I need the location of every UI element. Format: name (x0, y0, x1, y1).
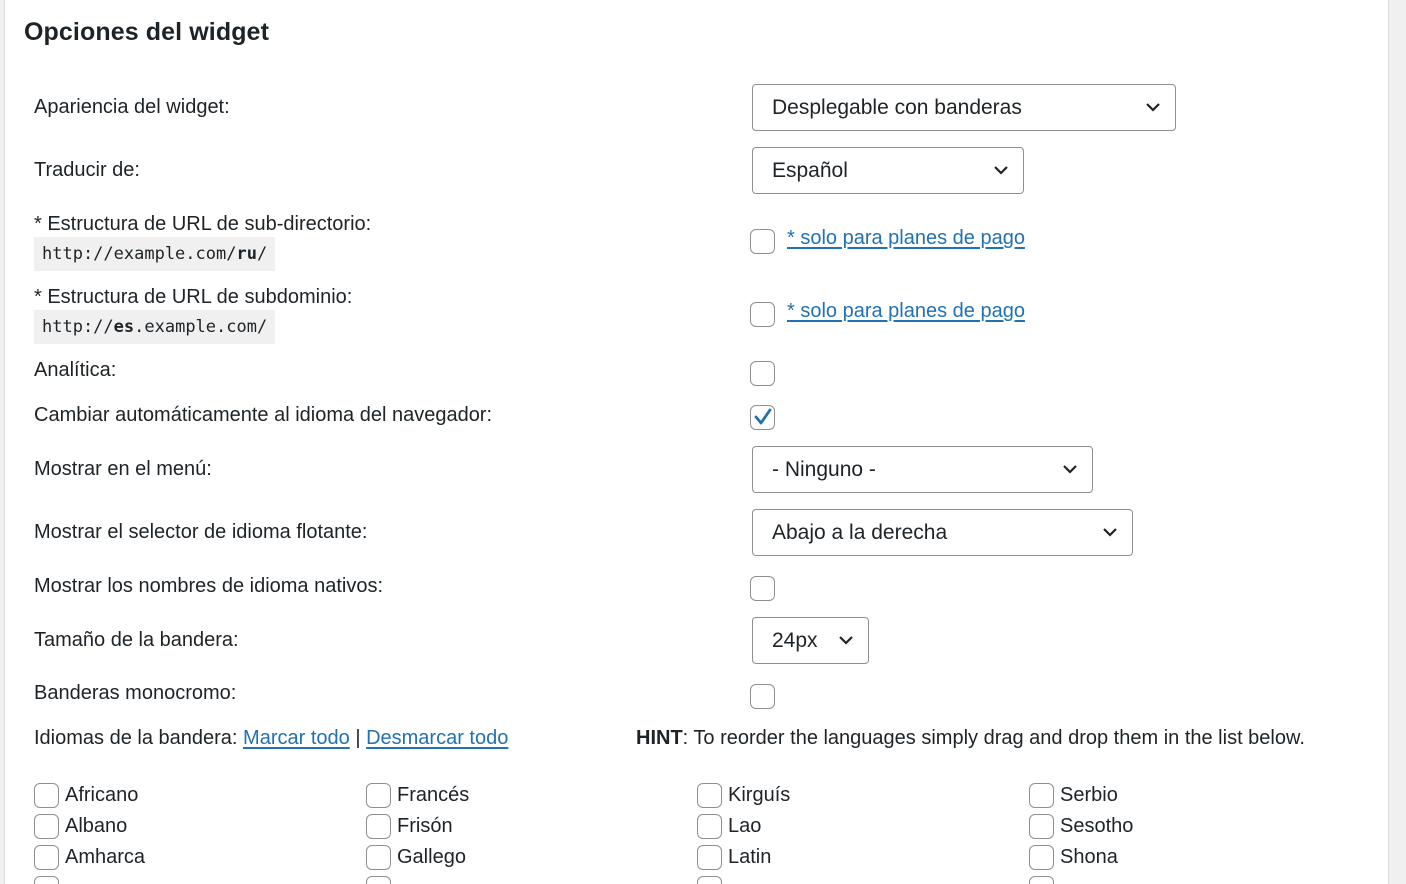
subdomain-checkbox[interactable] (750, 302, 775, 327)
language-checkbox[interactable] (1029, 845, 1054, 870)
link-separator: | (355, 727, 361, 749)
appearance-label: Apariencia del widget: (34, 96, 230, 118)
language-checkbox[interactable] (34, 845, 59, 870)
monochrome-label: Banderas monocromo: (34, 682, 237, 704)
language-checkbox[interactable] (366, 876, 391, 884)
flag-size-value: 24px (772, 629, 818, 652)
floating-label: Mostrar el selector de idioma flotante: (34, 521, 368, 543)
language-checkbox[interactable] (34, 814, 59, 839)
chevron-down-icon (1062, 463, 1078, 475)
section-title: Opciones del widget (24, 18, 269, 46)
menu-value: - Ninguno - (772, 458, 876, 481)
paid-plans-link[interactable]: * solo para planes de pago (787, 227, 1025, 249)
subdir-label: * Estructura de URL de sub-directorio: (34, 213, 372, 235)
uncheck-all-link[interactable]: Desmarcar todo (366, 727, 509, 749)
auto-switch-label: Cambiar automáticamente al idioma del navegador: (34, 404, 493, 426)
language-checkbox[interactable] (697, 814, 722, 839)
reorder-hint: HINT: To reorder the languages simply drag and drop them in the list below. (636, 727, 1305, 749)
language-checkbox[interactable] (1029, 783, 1054, 808)
auto-switch-checkbox[interactable] (750, 405, 775, 430)
flag-languages-row (34, 727, 508, 750)
language-checkbox[interactable] (366, 783, 391, 808)
flag-size-label: Tamaño de la bandera: (34, 629, 239, 651)
chevron-down-icon (838, 634, 854, 646)
checkmark-icon (753, 407, 773, 427)
menu-label: Mostrar en el menú: (34, 458, 212, 480)
menu-select[interactable] (752, 446, 1093, 493)
subdomain-label: * Estructura de URL de subdominio: (34, 286, 353, 308)
appearance-select[interactable] (752, 84, 1176, 131)
translate-from-label: Traducir de: (34, 159, 140, 181)
analytics-checkbox[interactable] (750, 361, 775, 386)
analytics-label: Analítica: (34, 359, 117, 381)
translate-from-value: Español (772, 159, 848, 182)
flag-languages-label: Idiomas de la bandera: (34, 727, 238, 749)
language-checkbox[interactable] (697, 783, 722, 808)
language-checkbox[interactable] (34, 876, 59, 884)
floating-select[interactable] (752, 509, 1133, 556)
subdir-example-code: http://example.com/ru/ (34, 237, 275, 271)
language-checkbox[interactable] (366, 814, 391, 839)
widget-options-panel: Opciones del widget Apariencia del widget: Desplegable con banderas Traducir de: Español * Estructura de URL de sub-directorio: http://example.com/ru/ * solo para planes de pago * Estructura de URL de subdominio: http://es.example.com/ * solo para planes de pago Analítica: Cambiar automáticamente al idioma del navegador: Mostrar en el menú: - Ninguno - Mostrar el selector de idioma flotante: Abajo a la derecha Mostrar los nombres de idioma nativos: Tamaño de la bandera: 24px Banderas monocromo: Idiomas de la bandera: Marcar todo | Desmarcar todo HINT: To reorder the languages simply drag and drop them in the list below. Africano Albano Amharca Francés Frisón Gallego Kirguís Lao Latin Serbio Sesotho Shona (4, 0, 1389, 884)
chevron-down-icon (1102, 526, 1118, 538)
monochrome-checkbox[interactable] (750, 684, 775, 709)
native-names-checkbox[interactable] (750, 576, 775, 601)
floating-value: Abajo a la derecha (772, 521, 948, 544)
language-checkbox[interactable] (1029, 814, 1054, 839)
chevron-down-icon (993, 164, 1009, 176)
appearance-value: Desplegable con banderas (772, 96, 1022, 119)
language-checkbox[interactable] (1029, 876, 1054, 884)
translate-from-select[interactable] (752, 147, 1024, 194)
language-checkbox[interactable] (697, 876, 722, 884)
language-checkbox[interactable] (697, 845, 722, 870)
paid-plans-link[interactable]: * solo para planes de pago (787, 300, 1025, 322)
flag-size-select[interactable] (752, 617, 869, 664)
subdir-checkbox[interactable] (750, 229, 775, 254)
native-names-label: Mostrar los nombres de idioma nativos: (34, 575, 384, 597)
language-checkbox[interactable] (34, 783, 59, 808)
check-all-link[interactable]: Marcar todo (243, 727, 350, 749)
subdomain-example-code: http://es.example.com/ (34, 310, 275, 344)
chevron-down-icon (1145, 101, 1161, 113)
language-checkbox[interactable] (366, 845, 391, 870)
